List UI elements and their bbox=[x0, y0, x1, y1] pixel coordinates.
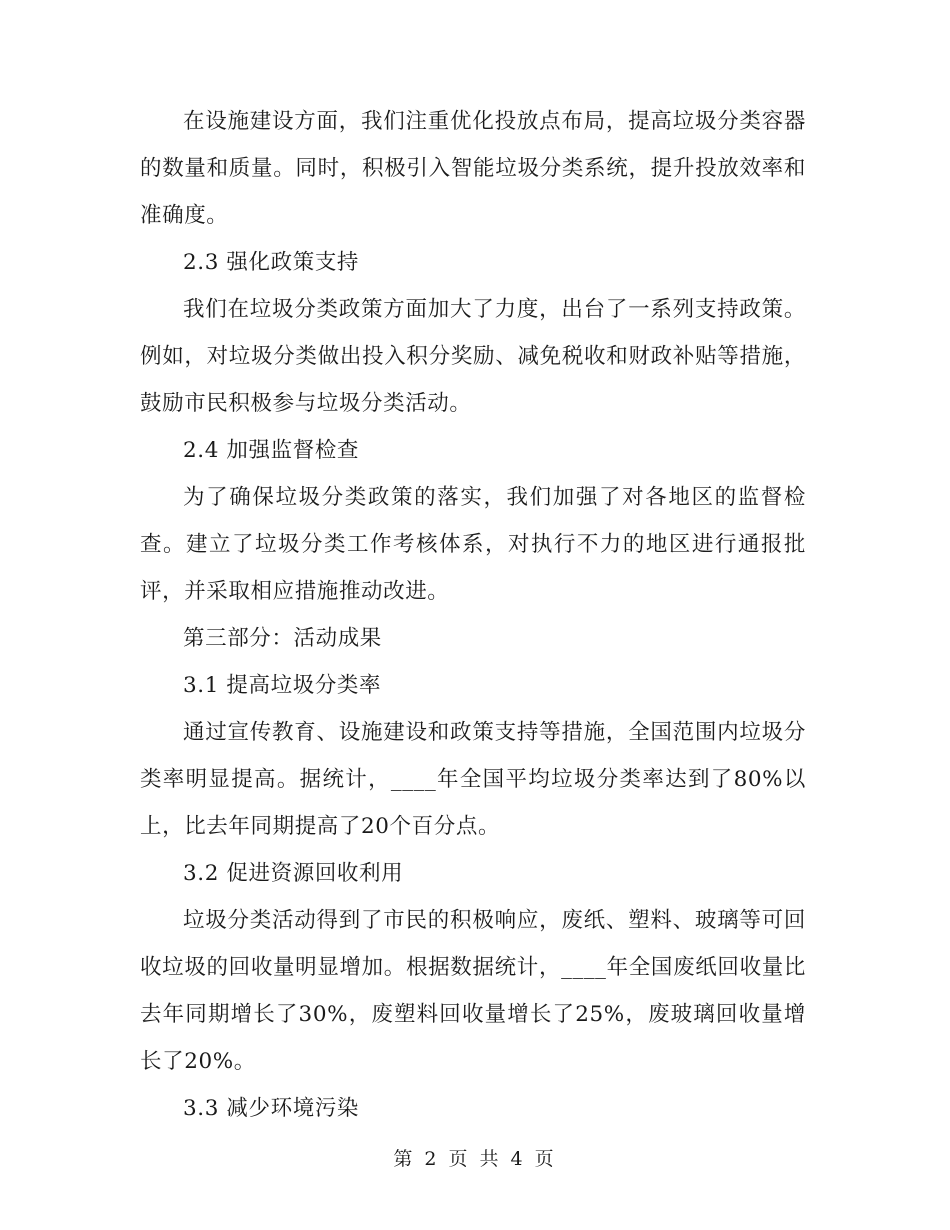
paragraph-facilities: 在设施建设方面，我们注重优化投放点布局，提高垃圾分类容器的数量和质量。同时，积极引入智能垃圾分类系统，提升投放效率和准确度。 bbox=[140, 109, 806, 228]
paragraph-rate: 通过宣传教育、设施建设和政策支持等措施，全国范围内垃圾分类率明显提高。据统计，____年全国平均垃圾分类率达到了80%以上，比去年同期提高了20个百分点。 bbox=[140, 720, 806, 839]
paragraph-supervision: 为了确保垃圾分类政策的落实，我们加强了对各地区的监督检查。建立了垃圾分类工作考核体系，对执行不力的地区进行通报批评，并采取相应措施推动改进。 bbox=[140, 485, 806, 604]
section-heading-2-3: 2.3 强化政策支持 bbox=[183, 250, 360, 275]
section-heading-3-3: 3.3 减少环境污染 bbox=[183, 1096, 360, 1121]
document-page bbox=[140, 98, 806, 1132]
paragraph-recycle: 垃圾分类活动得到了市民的积极响应，废纸、塑料、玻璃等可回收垃圾的回收量明显增加。根据数据统计，____年全国废纸回收量比去年同期增长了30%，废塑料回收量增长了25%，废玻璃回收量增长了20%。 bbox=[140, 908, 806, 1074]
section-heading-2-4: 2.4 加强监督检查 bbox=[183, 438, 360, 463]
page-footer: 第 2 页 共 4 页 bbox=[393, 1148, 557, 1170]
part-heading-3: 第三部分：活动成果 bbox=[183, 626, 382, 651]
paragraph-policy: 我们在垃圾分类政策方面加大了力度，出台了一系列支持政策。例如，对垃圾分类做出投入积分奖励、减免税收和财政补贴等措施，鼓励市民积极参与垃圾分类活动。 bbox=[140, 297, 806, 416]
section-heading-3-1: 3.1 提高垃圾分类率 bbox=[183, 673, 382, 698]
section-heading-3-2: 3.2 促进资源回收利用 bbox=[183, 861, 404, 886]
